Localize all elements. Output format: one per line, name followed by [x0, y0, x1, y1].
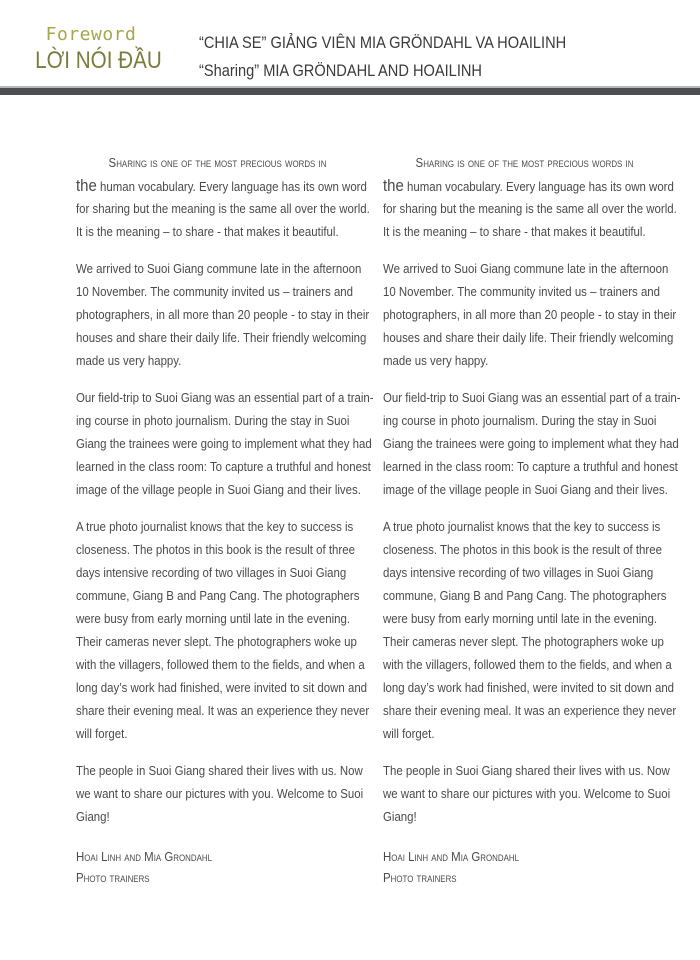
- page-titles: [199, 29, 626, 85]
- lead-word: the: [76, 176, 97, 195]
- title-english: “Sharing” MIA GRÖNDAHL AND HOAILINH: [199, 61, 482, 80]
- paragraph-intro: Sharing is one of the most precious words in the human vocabulary. Every language has its own word for sharing but the meaning is the same all over the world. It is the meaning – to share - that makes it beautiful.: [383, 155, 677, 239]
- section-label-vietnamese: LỜI NÓI ĐẦU: [35, 47, 162, 74]
- signature-names: Hoai Linh and Mia Grondahl: [76, 849, 212, 864]
- signature-block: [76, 846, 366, 888]
- lead-text: Sharing is one of the most precious words in: [108, 155, 327, 170]
- paragraph-welcome: The people in Suoi Giang shared their lives with us. Now we want to share our pictures with you. Welcome to Suoi Giang!: [76, 763, 364, 824]
- paragraph-arrival: We arrived to Suoi Giang commune late in the afternoon 10 November. The community invited us – trainers and photographers, in all more than 20 people - to stay in their houses and share their daily life. Their friendly welcoming made us very happy.: [383, 261, 677, 368]
- page-header: [0, 0, 700, 88]
- paragraph-welcome: The people in Suoi Giang shared their lives with us. Now we want to share our pictures with you. Welcome to Suoi Giang!: [383, 763, 671, 824]
- paragraph-intro: Sharing is one of the most precious words in the human vocabulary. Every language has its own word for sharing but the meaning is the same all over the world. It is the meaning – to share - that makes it beautiful.: [76, 155, 370, 239]
- text-column-right: [383, 151, 681, 888]
- paragraph-arrival: We arrived to Suoi Giang commune late in the afternoon 10 November. The community invited us – trainers and photographers, in all more than 20 people - to stay in their houses and share their daily life. Their friendly welcoming made us very happy.: [76, 261, 370, 368]
- paragraph-photo-journalist: A true photo journalist knows that the key to success is closeness. The photos in this book is the result of three days intensive recording of two villages in Suoi Giang commune, Giang B and Pang Cang. The photographers were busy from early morning until late in the evening. Their cameras never slept. The photographers woke up with the villagers, followed them to the fields, and when a long day’s work had finished, were invited to sit down and share their evening meal. It was an experience they never will forget.: [383, 519, 677, 741]
- section-label-english: Foreword: [45, 24, 137, 45]
- paragraph-field-trip: Our field-trip to Suoi Giang was an essential part of a train- ing course in photo journalism. During the stay in Suoi Giang the trainees were going to implement what they had learned in the class room: To capture a truthful and honest image of the village people in Suoi Giang and their lives.: [76, 390, 374, 497]
- paragraph-photo-journalist: A true photo journalist knows that the key to success is closeness. The photos in this book is the result of three days intensive recording of two villages in Suoi Giang commune, Giang B and Pang Cang. The photographers were busy from early morning until late in the evening. Their cameras never slept. The photographers woke up with the villagers, followed them to the fields, and when a long day’s work had finished, were invited to sit down and share their evening meal. It was an experience they never will forget.: [76, 519, 370, 741]
- header-rule-dark: [0, 88, 700, 95]
- signature-block: [383, 846, 673, 888]
- section-label: [26, 24, 162, 75]
- lead-word: the: [383, 176, 404, 195]
- paragraph-field-trip: Our field-trip to Suoi Giang was an essential part of a train- ing course in photo journalism. During the stay in Suoi Giang the trainees were going to implement what they had learned in the class room: To capture a truthful and honest image of the village people in Suoi Giang and their lives.: [383, 390, 681, 497]
- signature-role: Photo trainers: [383, 870, 457, 885]
- lead-text: Sharing is one of the most precious words in: [415, 155, 634, 170]
- text-column-left: [76, 151, 374, 888]
- signature-names: Hoai Linh and Mia Grondahl: [383, 849, 519, 864]
- title-vietnamese: “CHIA SE” GIẢNG VIÊN MIA GRÖNDAHL VA HOAILINH: [199, 33, 567, 52]
- signature-role: Photo trainers: [76, 870, 150, 885]
